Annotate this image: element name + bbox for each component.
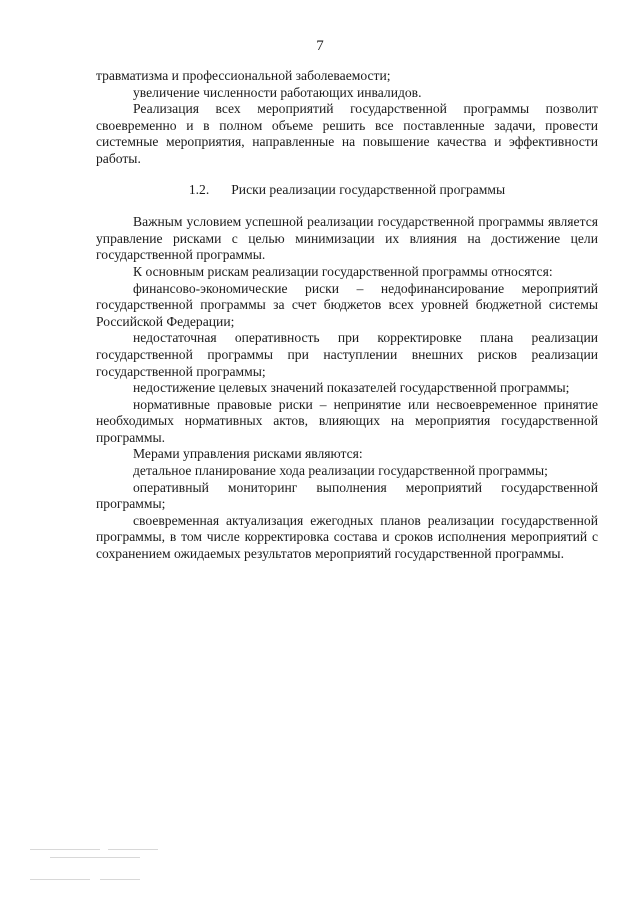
- scan-artifact-line: [50, 857, 140, 858]
- scan-artifact-line: [108, 849, 158, 850]
- section-paragraph: финансово-экономические риски – недофинансирование мероприятий государственной программы за счет бюджетов всех уровней бюджетной системы Российской Федерации;: [96, 280, 598, 329]
- section-number: 1.2.: [188, 181, 210, 197]
- section-paragraph: детальное планирование хода реализации государственной программы;: [133, 463, 548, 479]
- section-title: Риски реализации государственной программы: [231, 181, 506, 197]
- section-paragraph: Мерами управления рисками являются:: [133, 446, 363, 462]
- scan-artifact-line: [30, 879, 90, 880]
- section-paragraph: оперативный мониторинг выполнения мероприятий государственной программы;: [96, 479, 598, 512]
- section-paragraph: К основным рискам реализации государственной программы относятся:: [133, 263, 553, 279]
- intro-paragraph-1: травматизма и профессиональной заболеваемости;: [96, 68, 391, 83]
- scan-artifacts: [30, 845, 170, 885]
- scan-artifact-line: [100, 879, 140, 880]
- page-content: [96, 68, 598, 563]
- page-number: 7: [316, 38, 324, 54]
- intro-paragraph-2: увеличение численности работающих инвалидов.: [133, 84, 422, 100]
- intro-paragraph-3: Реализация всех мероприятий государственной программы позволит своевременно и в полном объеме решить все поставленные задачи, провести системные мероприятия, направленные на повышение качества и эффективности работы.: [96, 101, 598, 166]
- section-paragraph: Важным условием успешной реализации государственной программы является управление рисками с целью минимизации их влияния на достижение цели государственной программы.: [96, 214, 598, 263]
- section-heading: [96, 182, 598, 199]
- section-paragraph: нормативные правовые риски – непринятие или несвоевременное принятие необходимых нормативных актов, влияющих на мероприятия государственной программы.: [96, 396, 598, 445]
- section-paragraph: недостаточная оперативность при корректировке плана реализации государственной программы при наступлении внешних рисков реализации государственной программы;: [96, 330, 598, 379]
- section-paragraph: недостижение целевых значений показателей государственной программы;: [133, 380, 570, 396]
- scan-artifact-line: [30, 849, 100, 850]
- section-paragraph: своевременная актуализация ежегодных планов реализации государственной программы, в том числе корректировка состава и сроков исполнения мероприятий с сохранением ожидаемых результатов мероприятий государственной программы.: [96, 512, 598, 562]
